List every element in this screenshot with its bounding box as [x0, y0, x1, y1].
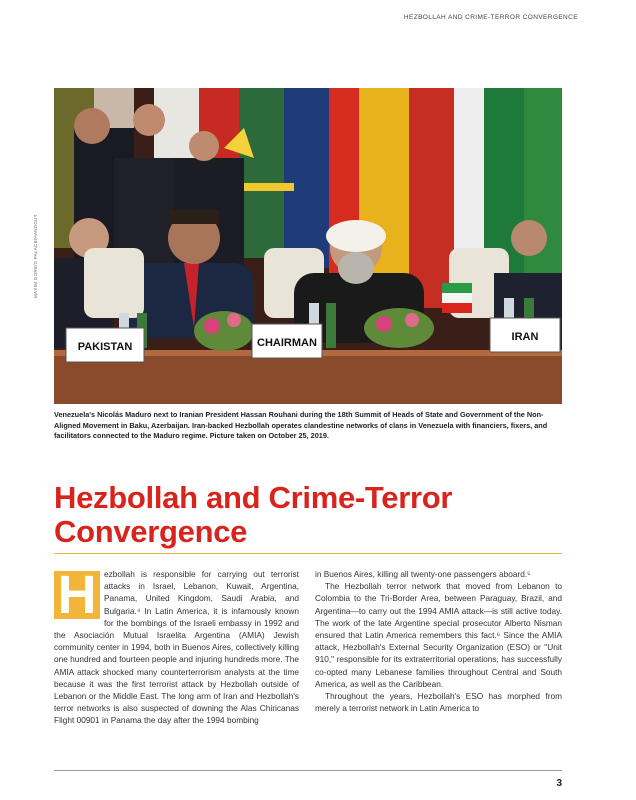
- column-left: [54, 565, 299, 727]
- column-right: [315, 568, 562, 714]
- drop-cap: H: [54, 571, 100, 619]
- placard-iran: IRAN: [511, 331, 539, 343]
- article-title: [54, 481, 574, 549]
- photo-caption: Venezuela's Nicolás Maduro next to Iranian President Hassan Rouhani during the 18th Summit of Heads of State and Government of the Non-Aligned Movement in Baku, Azerbaijan. Iran-backed Hezbollah operates clandestine networks of clans in Venezuela with financiers, fixers, and facilitators connected to the Maduro regime. Picture taken on October 25, 2019.: [54, 410, 548, 441]
- title-line-2: Convergence: [54, 514, 248, 549]
- body-paragraph-4: Throughout the years, Hezbollah's ESO has morphed from merely a terrorist network in Latin America to: [315, 691, 562, 714]
- page-number: 3: [556, 778, 562, 789]
- placard-chairman: CHAIRMAN: [257, 337, 317, 349]
- photo-credit: MAXIM GORE/S PALACE/HANDOUT: [33, 214, 38, 298]
- summit-photo: [54, 88, 562, 404]
- running-head: HEZBOLLAH AND CRIME-TERROR CONVERGENCE: [403, 14, 578, 21]
- body-paragraph-1: [54, 565, 299, 727]
- footer-divider: [54, 770, 562, 771]
- body-paragraph-2: in Buenos Aires, killing all twenty-one passengers aboard.⁵: [315, 569, 531, 579]
- body-text-left: ezbollah is responsible for carrying out terrorist attacks in Israel, Lebanon, Kuwait, Argentina, Panama, United Kingdom, Saudi Arabia, and Bulgaria.⁴ In Latin America, it is infamously known for the bombings of the Israeli embassy in 1992 and the Asociación Mutual Israelita Argentina (AMIA) Jewish community center in 1994, both in Buenos Aires, collectively killing one hundred and fourteen people and injuring hundreds more. The AMIA attack shocked many counterterrorism analysts at the time because it was the first terrorist attack by Hezbollah outside of Lebanon or the Middle East. The long arm of Iran and Hezbollah's terror networks is also suspected of downing the Alas Chiricanas Flight 00901 in Panama the day after the 1994 bombing: [54, 569, 299, 726]
- placard-pakistan: PAKISTAN: [77, 341, 133, 353]
- title-divider: [54, 553, 562, 554]
- body-paragraph-3: The Hezbollah terror network that moved from Lebanon to Colombia to the Tri-Border Area, between Paraguay, Brazil, and Argentina—to carry out the 1994 AMIA attack—is still active today. The work of the late Argentine special prosecutor Alberto Nisman ensured that Latin America remembers this fact.⁶ Since the AMIA attack, Hezbollah's External Security Organization (ESO) or "Unit 910," responsible for its extraterritorial operations, has successfully co-opted many Lebanese families throughout Central and South America, as well as the Caribbean.: [315, 581, 562, 689]
- title-line-1: Hezbollah and Crime-Terror: [54, 480, 453, 515]
